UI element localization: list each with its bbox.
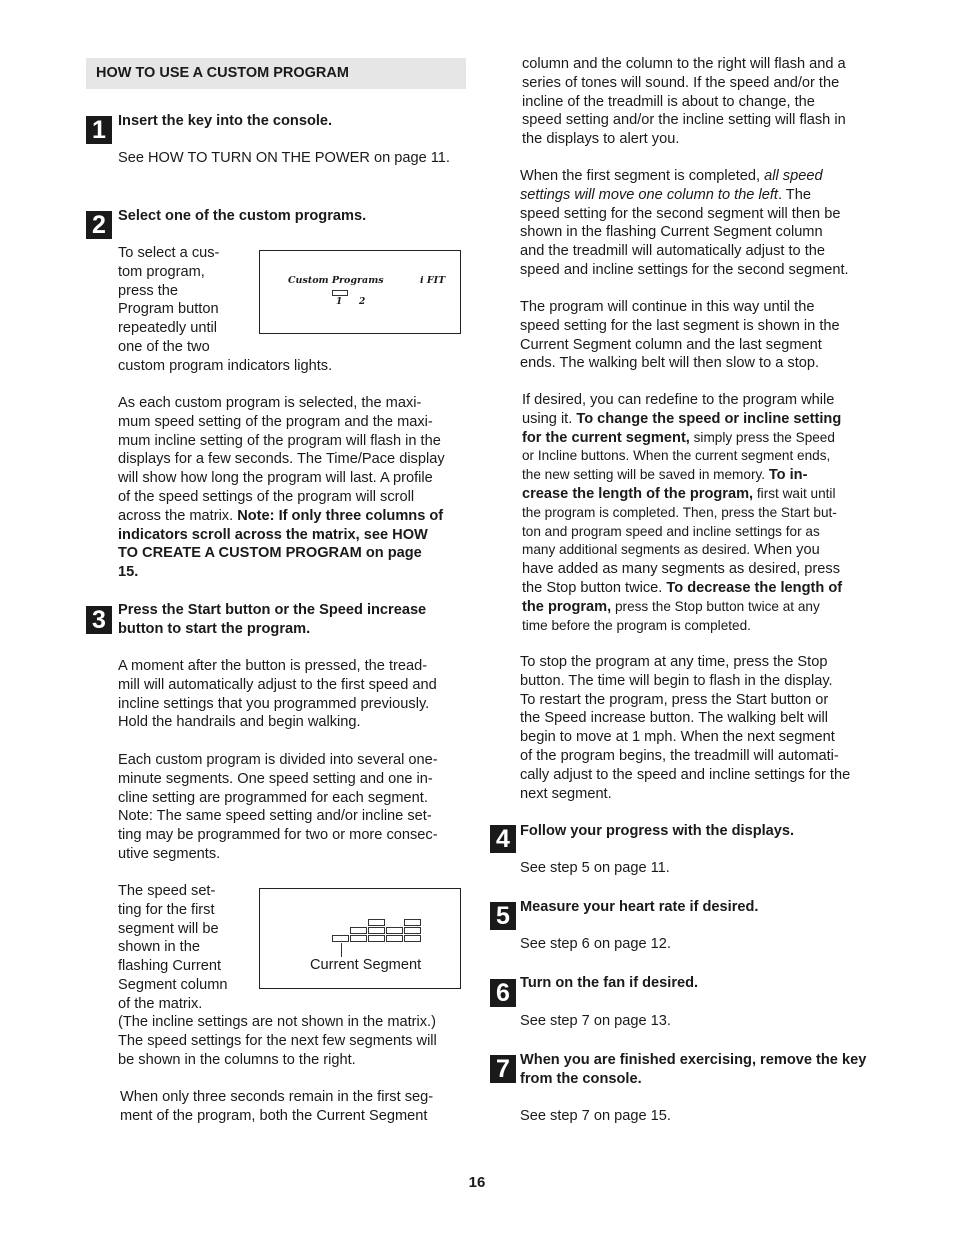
- step-3-paragraph-6: The program will continue in this way until the speed setting for the last segment is shown in the Current Segment column and the last segment ends. The walking belt will then slow to a stop.: [520, 299, 840, 372]
- step-2-body-wrap: To select a cus- tom program, press the Program button repeatedly until one of the two: [118, 245, 220, 355]
- indicator-1-label: 1: [336, 297, 343, 307]
- matrix-cell: [350, 935, 367, 942]
- matrix-cell: [404, 927, 421, 934]
- step-3-paragraph-3-cont: (The incline settings are not shown in the matrix.) The speed settings for the next few segments will be shown in the columns to the right.: [118, 1014, 437, 1068]
- page-number: 16: [468, 1174, 486, 1191]
- step-2-title: Select one of the custom programs.: [118, 208, 367, 224]
- step-5-title: Measure your heart rate if desired.: [520, 899, 759, 915]
- section-heading: [86, 58, 466, 89]
- step-1-body: See HOW TO TURN ON THE POWER on page 11.: [118, 150, 450, 166]
- step-number-6: 6: [490, 979, 516, 1007]
- step-2-paragraph-2: As each custom program is selected, the maxi- mum speed setting of the program and the maxi- mum incline setting of the program will flash in the displays for a few seconds. The Time/Pace display will show how long the program will last. A profile of the speed settings of the program will scroll across the matrix. Note: If only three columns of indicators scroll across the matrix, see HOW TO CREATE A CUSTOM PROGRAM on page 15.: [118, 395, 445, 581]
- program-indicator-light: [332, 290, 348, 296]
- matrix-cell: [368, 919, 385, 926]
- step-4-title: Follow your progress with the displays.: [520, 823, 795, 839]
- speed-matrix-display: [259, 888, 461, 989]
- step-3-paragraph-8: To stop the program at any time, press the Stop button. The time will begin to flash in the display. To restart the program, press the Start button or the Speed increase button. The walking belt will begin to move at 1 mph. When the next segment of the program begins, the treadmill will automati- cally adjust to the speed and incline settings for the next segment.: [520, 654, 851, 802]
- indicator-2-label: 2: [359, 297, 366, 307]
- current-segment-pointer: [341, 943, 342, 957]
- step-7-body: See step 7 on page 15.: [520, 1108, 671, 1124]
- step-number-3: 3: [86, 606, 112, 634]
- step-3-paragraph-1: A moment after the button is pressed, the tread- mill will automatically adjust to the first speed and incline settings that you programmed previously. Hold the handrails and begin walking.: [118, 658, 437, 731]
- step-number-5: 5: [490, 902, 516, 930]
- matrix-cell: [368, 927, 385, 934]
- step-3-paragraph-7: If desired, you can redefine to the program while using it. To change the speed or incline setting for the current segment, simply press the Speed or Incline buttons. When the current segment ends, the new setting will be saved in memory. To in- crease the length of the program, first wait until the program is completed. Then, press the Start but- ton and program speed and incline settings for as many additional segments as desired. When you have added as many segments as desired, press the Stop button twice. To decrease the length of the program, press the Stop button twice at any time before the program is completed.: [522, 392, 843, 633]
- display-brand: i FIT: [420, 275, 446, 286]
- step-3-paragraph-4-cont: column and the column to the right will flash and a series of tones will sound. If the speed and/or the incline of the treadmill is about to change, the speed setting and/or the incline setting will flash in the displays to alert you.: [522, 56, 846, 148]
- step-3-paragraph-3-wrap: The speed set- ting for the first segment will be shown in the flashing Current Segment column of the matrix.: [118, 883, 228, 1012]
- step-3-paragraph-2: Each custom program is divided into several one- minute segments. One speed setting and one in- cline setting are programmed for each segment. Note: The same speed setting and/or incline set- ting may be programmed for two or more consec- utive segments.: [118, 752, 438, 862]
- step-3-paragraph-5: When the first segment is completed, all speed settings will move one column to the left. The speed setting for the second segment will then be shown in the flashing Current Segment column and the treadmill will automatically adjust to the speed and incline settings for the second segment.: [520, 168, 849, 278]
- section-heading-text: HOW TO USE A CUSTOM PROGRAM: [96, 65, 349, 81]
- step-3-title: Press the Start button or the Speed increase button to start the program.: [118, 602, 427, 637]
- step-number-7: 7: [490, 1055, 516, 1083]
- matrix-cell: [404, 935, 421, 942]
- step-number-4: 4: [490, 825, 516, 853]
- step-7-title: When you are finished exercising, remove the key from the console.: [520, 1052, 867, 1087]
- step-number-2: 2: [86, 211, 112, 239]
- current-segment-cell: [332, 935, 349, 942]
- current-segment-label: Current Segment: [310, 957, 422, 973]
- step-6-title: Turn on the fan if desired.: [520, 975, 699, 991]
- custom-programs-display: [259, 250, 461, 334]
- matrix-cell: [368, 935, 385, 942]
- step-6-body: See step 7 on page 13.: [520, 1013, 671, 1029]
- matrix-cell: [404, 919, 421, 926]
- step-4-body: See step 5 on page 11.: [520, 860, 670, 876]
- step-3-paragraph-4: When only three seconds remain in the first seg- ment of the program, both the Current Segment: [120, 1089, 434, 1124]
- matrix-cell: [350, 927, 367, 934]
- matrix-cell: [386, 927, 403, 934]
- matrix-cell: [386, 935, 403, 942]
- display-label: Custom Programs: [288, 275, 384, 286]
- step-5-body: See step 6 on page 12.: [520, 936, 671, 952]
- step-1-title: Insert the key into the console.: [118, 113, 333, 129]
- step-number-1: 1: [86, 116, 112, 144]
- step-2-body-cont: custom program indicators lights.: [118, 358, 333, 374]
